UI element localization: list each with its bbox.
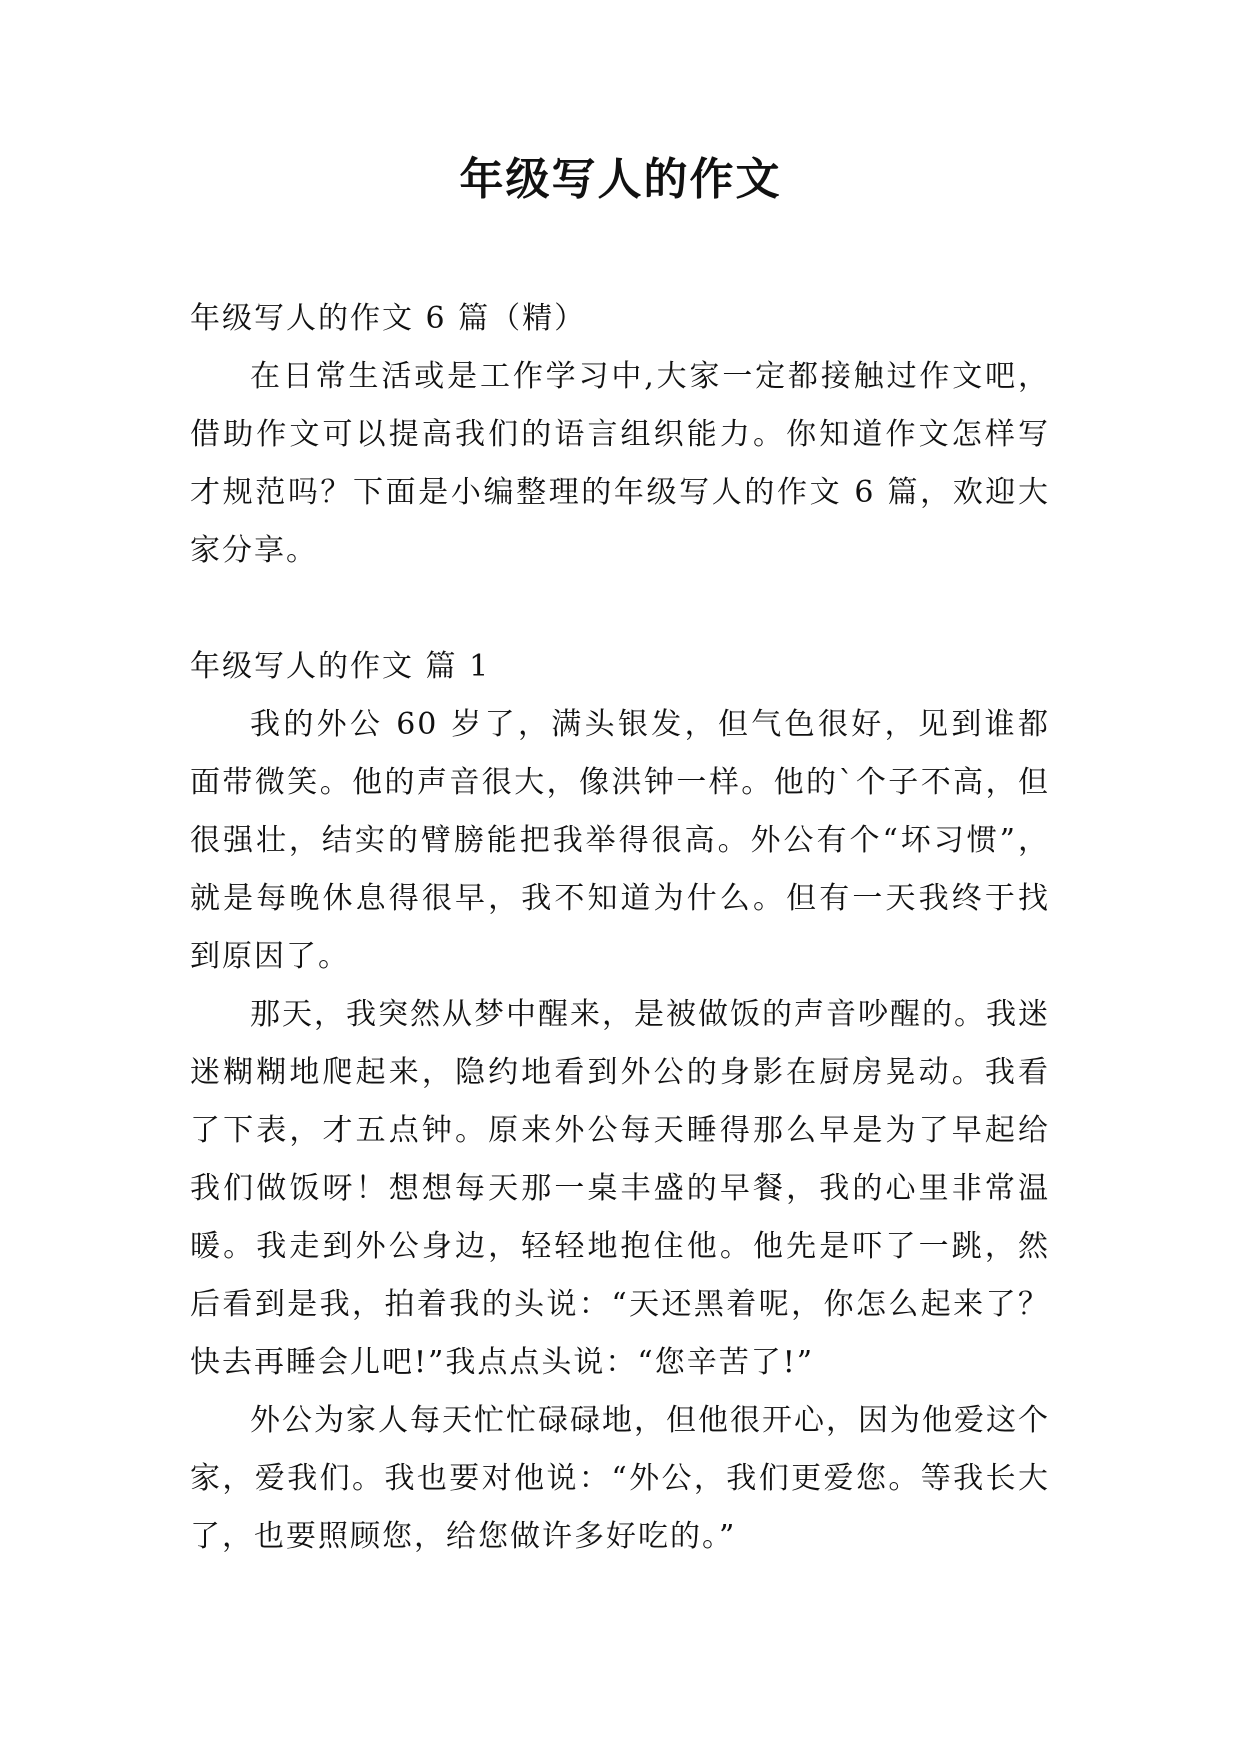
section-spacer <box>190 580 1050 638</box>
section-heading: 年级写人的作文 篇 1 <box>190 649 491 684</box>
document-subtitle: 年级写人的作文 6 篇（精） <box>190 301 587 336</box>
intro-paragraph: 在日常生活或是工作学习中,大家一定都接触过作文吧，借助作文可以提高我们的语言组织能力。你知道作文怎样写才规范吗？下面是小编整理的年级写人的作文 6 篇，欢迎大家分享。 <box>190 359 1050 568</box>
body-paragraph: 我的外公 60 岁了，满头银发，但气色很好，见到谁都面带微笑。他的声音很大，像洪钟一样。他的`个子不高，但很强壮，结实的臂膀能把我举得很高。外公有个“坏习惯”，就是每晚休息得很早，我不知道为什么。但有一天我终于找到原因了。 <box>190 707 1050 974</box>
body-paragraph: 那天，我突然从梦中醒来，是被做饭的声音吵醒的。我迷迷糊糊地爬起来，隐约地看到外公的身影在厨房晃动。我看了下表，才五点钟。原来外公每天睡得那么早是为了早起给我们做饭呀！想想每天那一桌丰盛的早餐，我的心里非常温暖。我走到外公身边，轻轻地抱住他。他先是吓了一跳，然后看到是我，拍着我的头说：“天还黑着呢，你怎么起来了？快去再睡会儿吧!”我点点头说：“您辛苦了!” <box>190 997 1050 1380</box>
body-paragraph: 外公为家人每天忙忙碌碌地，但他很开心，因为他爱这个家，爱我们。我也要对他说：“外公，我们更爱您。等我长大了，也要照顾您，给您做许多好吃的。” <box>190 1403 1050 1554</box>
document-title: 年级写人的作文 <box>459 154 782 205</box>
document-body <box>190 290 1050 1566</box>
